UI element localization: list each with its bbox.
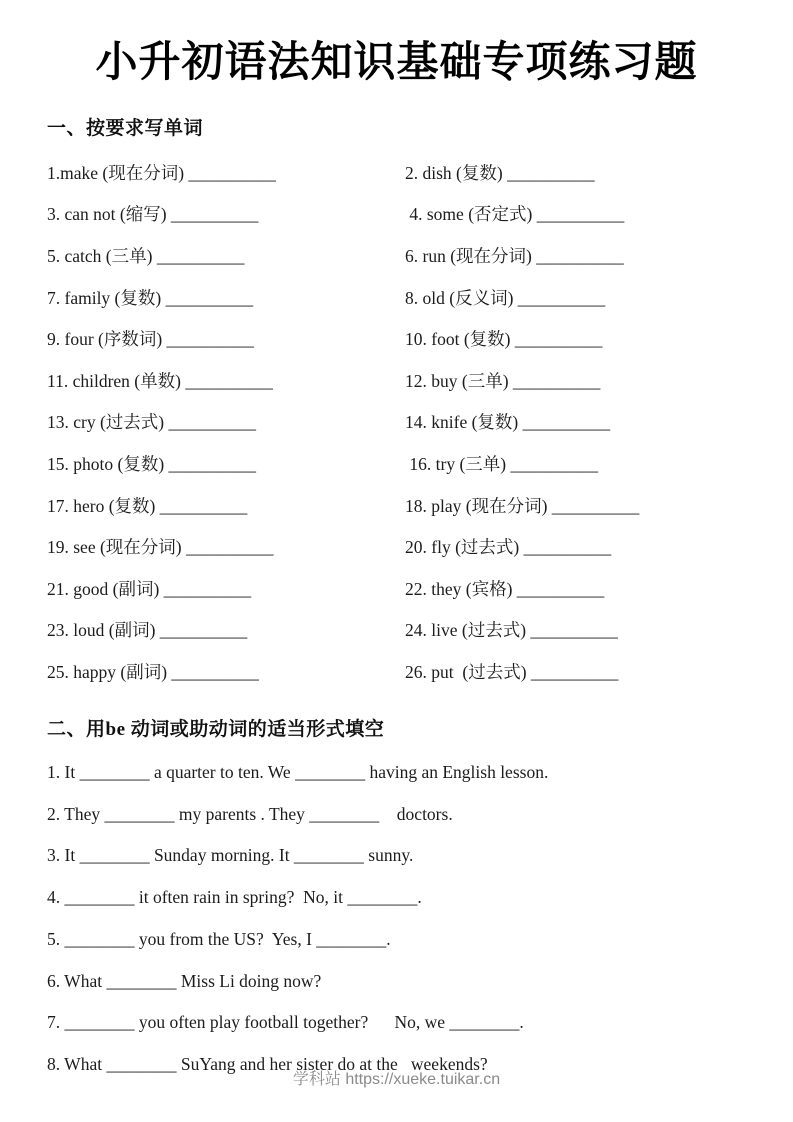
word-item-11: 11. children (单数) __________ xyxy=(47,370,273,391)
word-item-16: 16. try (三单) __________ xyxy=(405,454,598,475)
footer xyxy=(0,1066,793,1089)
word-item-17: 17. hero (复数) __________ xyxy=(47,495,248,516)
section-fill-list xyxy=(47,751,793,1085)
fill-item-1: 1. It ________ a quarter to ten. We ________ having an English lesson. xyxy=(47,761,549,782)
fill-item-2: 2. They ________ my parents . They ________ doctors. xyxy=(47,803,453,824)
word-item-19: 19. see (现在分词) __________ xyxy=(47,537,274,558)
word-item-8: 8. old (反义词) __________ xyxy=(405,287,606,308)
fill-item-5: 5. ________ you from the US? Yes, I ________. xyxy=(47,928,391,949)
fill-item-6: 6. What ________ Miss Li doing now? xyxy=(47,970,322,991)
word-item-14: 14. knife (复数) __________ xyxy=(405,412,611,433)
word-item-20: 20. fly (过去式) __________ xyxy=(405,537,612,558)
word-item-3: 3. can not (缩写) __________ xyxy=(47,204,259,225)
word-item-23: 23. loud (副词) __________ xyxy=(47,620,248,641)
section-fill-heading: 二、用be 动词或助动词的适当形式填空 xyxy=(47,719,385,741)
word-item-26: 26. put (过去式) __________ xyxy=(405,662,619,683)
section-words-heading: 一、按要求写单词 xyxy=(47,117,204,139)
word-item-2: 2. dish (复数) __________ xyxy=(405,162,595,183)
word-item-4: 4. some (否定式) __________ xyxy=(405,204,625,225)
fill-item-7: 7. ________ you often play football together? No, we ________. xyxy=(47,1012,524,1033)
word-item-15: 15. photo (复数) __________ xyxy=(47,454,257,475)
word-item-12: 12. buy (三单) __________ xyxy=(405,370,601,391)
word-item-6: 6. run (现在分词) __________ xyxy=(405,246,624,267)
word-item-7: 7. family (复数) __________ xyxy=(47,287,254,308)
word-item-18: 18. play (现在分词) __________ xyxy=(405,495,640,516)
section-words-list xyxy=(47,152,793,693)
page-title: 小升初语法知识基础专项练习题 xyxy=(95,40,698,86)
word-item-21: 21. good (副词) __________ xyxy=(47,578,252,599)
word-item-9: 9. four (序数词) __________ xyxy=(47,329,255,350)
word-item-10: 10. foot (复数) __________ xyxy=(405,329,603,350)
word-item-24: 24. live (过去式) __________ xyxy=(405,620,618,641)
footer-site-credit: 学科站 https://xueke.tuikar.cn xyxy=(292,1071,501,1088)
word-item-5: 5. catch (三单) __________ xyxy=(47,246,245,267)
word-item-22: 22. they (宾格) __________ xyxy=(405,578,605,599)
word-item-1: 1.make (现在分词) __________ xyxy=(47,162,276,183)
fill-item-3: 3. It ________ Sunday morning. It ________ sunny. xyxy=(47,845,414,866)
fill-item-8: 8. What ________ SuYang and her sister do at the weekends? xyxy=(47,1054,488,1075)
word-item-25: 25. happy (副词) __________ xyxy=(47,662,259,683)
fill-item-4: 4. ________ it often rain in spring? No, it ________. xyxy=(47,887,422,908)
word-item-13: 13. cry (过去式) __________ xyxy=(47,412,257,433)
